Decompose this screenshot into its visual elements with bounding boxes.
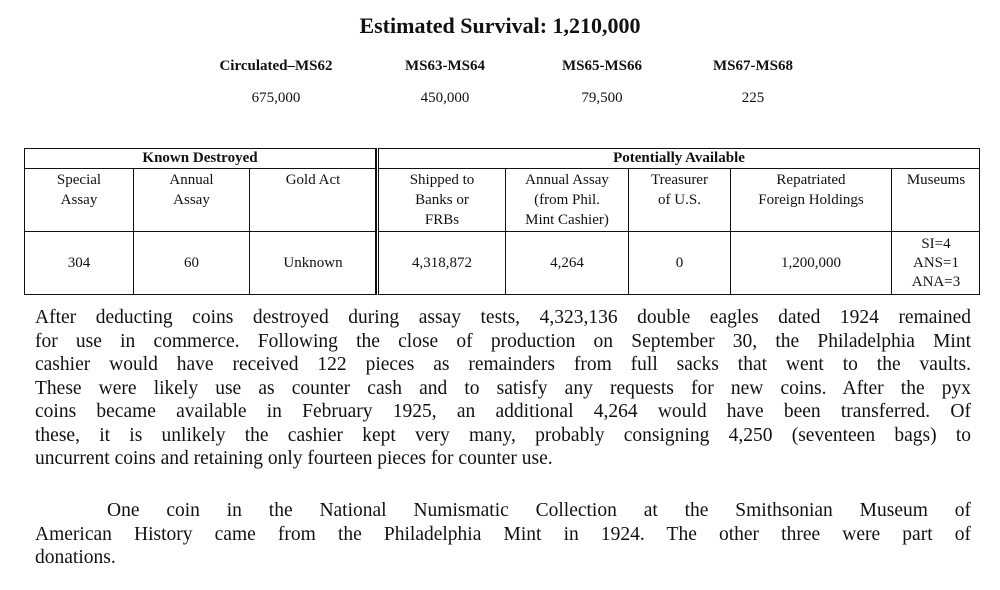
table-cell: 1,200,000 xyxy=(781,255,841,271)
text-line: cashier would have received 122 pieces as remainders from full sacks that went to the vaults. xyxy=(35,354,971,375)
column-header xyxy=(134,169,249,232)
column-header xyxy=(629,169,730,232)
table-cell: 60 xyxy=(184,255,199,271)
known-destroyed-header: Known Destroyed xyxy=(25,149,375,169)
grade-column xyxy=(517,56,687,108)
header-line: FRBs xyxy=(424,212,460,228)
grade-column xyxy=(360,56,530,108)
grade-value: 450,000 xyxy=(420,90,470,106)
table-column xyxy=(505,169,628,294)
header-line: Gold Act xyxy=(285,172,341,188)
text-line: American History came from the Philadelphia Mint in 1924. The other three were part of xyxy=(35,523,971,545)
table-cell: 0 xyxy=(675,255,684,271)
header-line: of U.S. xyxy=(658,192,701,208)
grade-label: MS67-MS68 xyxy=(713,58,793,74)
table-column xyxy=(249,169,376,294)
table-cell: 4,264 xyxy=(550,255,584,271)
museum-count: ANA=3 xyxy=(911,274,961,290)
grade-value: 675,000 xyxy=(251,90,301,106)
grade-label: MS63-MS64 xyxy=(405,58,485,74)
text-line: uncurrent coins and retaining only fourteen pieces for counter use. xyxy=(35,448,553,469)
table-column xyxy=(891,169,980,294)
body-paragraph xyxy=(35,499,971,570)
grade-column xyxy=(191,56,361,108)
header-line: Foreign Holdings xyxy=(758,192,864,208)
table-column xyxy=(25,169,133,294)
text-line: After deducting coins destroyed during assay tests, 4,323,136 double eagles dated 1924 remained xyxy=(35,307,971,328)
text-line: donations. xyxy=(35,547,116,568)
column-header xyxy=(379,169,505,232)
header-line: Annual Assay xyxy=(525,172,609,188)
header-line: Assay xyxy=(60,192,98,208)
page-title: Estimated Survival: 1,210,000 xyxy=(359,13,641,38)
grade-value: 225 xyxy=(741,90,765,106)
potentially-available-header: Potentially Available xyxy=(379,149,979,169)
column-header xyxy=(250,169,376,232)
header-line: Treasurer xyxy=(651,172,708,188)
museum-holdings-cell xyxy=(892,233,980,294)
museum-count: SI=4 xyxy=(921,236,951,252)
header-line: Assay xyxy=(173,192,210,208)
header-line: (from Phil. xyxy=(534,192,600,208)
table-cell: Unknown xyxy=(283,255,343,271)
header-line: Banks or xyxy=(415,192,469,208)
grade-column xyxy=(668,56,838,108)
table-column xyxy=(133,169,249,294)
grade-value: 79,500 xyxy=(581,90,623,106)
column-header xyxy=(731,169,891,232)
body-paragraph xyxy=(35,306,971,471)
header-line: Museums xyxy=(906,172,966,188)
table-column xyxy=(628,169,730,294)
text-line: coins became available in February 1925, an additional 4,264 would have been transferred. Of xyxy=(35,401,971,422)
grade-label: MS65-MS66 xyxy=(562,58,642,74)
table-cell: 304 xyxy=(67,255,91,271)
text-line: these, it is unlikely the cashier kept very many, probably consigning 4,250 (seventeen bags) to xyxy=(35,424,971,446)
disposition-table xyxy=(24,148,980,295)
text-line: One coin in the National Numismatic Collection at the Smithsonian Museum of xyxy=(107,500,971,521)
header-line: Repatriated xyxy=(776,172,846,188)
header-line: Shipped to xyxy=(409,172,475,188)
text-line: These were likely use as counter cash and to satisfy any requests for new coins. After the pyx xyxy=(35,377,971,399)
column-header xyxy=(506,169,628,232)
text-line: for use in commerce. Following the close of production on September 30, the Philadelphia Mint xyxy=(35,330,971,352)
known-destroyed-section xyxy=(24,148,377,295)
header-line: Annual xyxy=(169,172,214,188)
table-column xyxy=(730,169,891,294)
grade-survival-summary xyxy=(0,56,1000,116)
table-cell: 4,318,872 xyxy=(412,255,472,271)
table-column xyxy=(379,169,505,294)
museum-count: ANS=1 xyxy=(913,255,959,271)
column-header xyxy=(892,169,980,232)
column-header xyxy=(25,169,133,232)
header-line: Mint Cashier) xyxy=(525,212,609,228)
header-line: Special xyxy=(56,172,102,188)
potentially-available-section xyxy=(378,148,980,295)
grade-label: Circulated–MS62 xyxy=(219,58,333,74)
